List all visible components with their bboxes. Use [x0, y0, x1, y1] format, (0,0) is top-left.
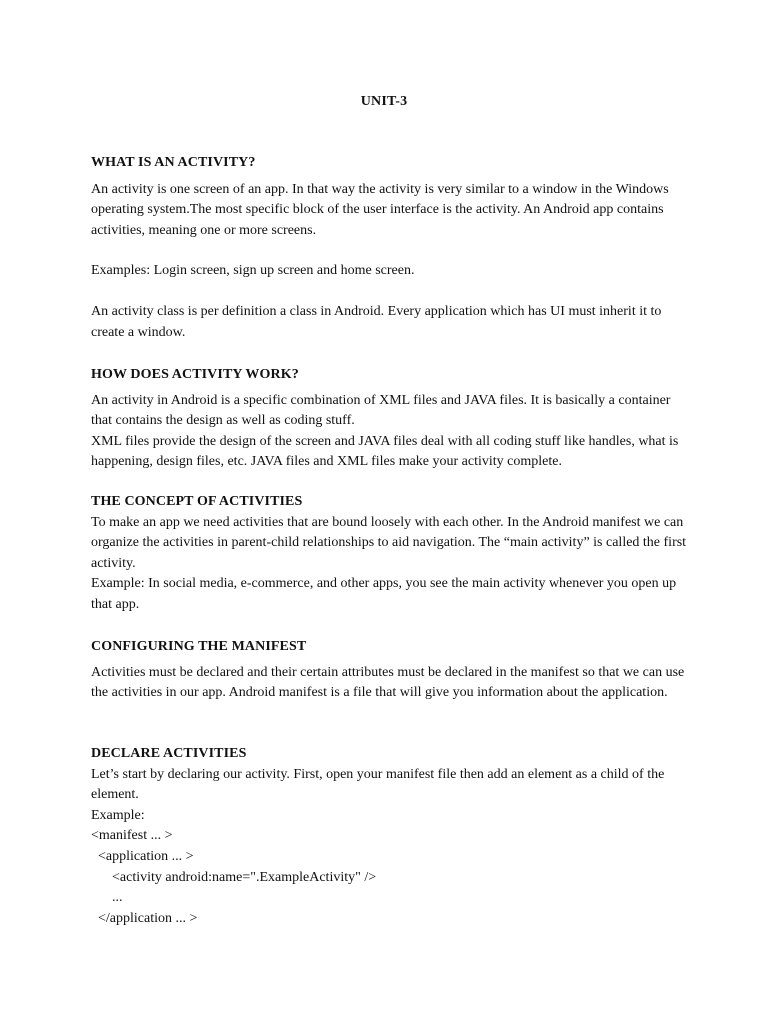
- code-line: <manifest ... >: [91, 828, 173, 844]
- paragraph: Example: In social media, e-commerce, and other apps, you see the main activity whenever you open up that app.: [91, 576, 677, 612]
- section-heading: WHAT IS AN ACTIVITY?: [91, 155, 256, 170]
- section-heading: HOW DOES ACTIVITY WORK?: [91, 367, 299, 382]
- code-line: <activity android:name=".ExampleActivity" />: [91, 869, 377, 885]
- section-concept-of-activities: [91, 492, 691, 616]
- code-line: ...: [91, 890, 123, 906]
- paragraph: An activity class is per definition a class in Android. Every application which has UI must inherit it to create a window.: [91, 303, 662, 340]
- section-heading: CONFIGURING THE MANIFEST: [91, 639, 307, 654]
- paragraph: Let’s start by declaring our activity. First, open your manifest file then add an element as a child of the element.: [91, 766, 665, 803]
- section-declare-activities: [91, 744, 691, 929]
- paragraph: Examples: Login screen, sign up screen and home screen.: [91, 263, 415, 279]
- code-line: </application ... >: [91, 910, 198, 926]
- paragraph: An activity in Android is a specific combination of XML files and JAVA files. It is basically a container that contains the design as well as coding stuff.: [91, 392, 671, 429]
- paragraph: XML files provide the design of the screen and JAVA files deal with all coding stuff like handles, what is happening, design files, etc. JAVA files and XML files make your activity complete.: [91, 433, 679, 470]
- example-label: Example:: [91, 807, 145, 823]
- section-configuring-manifest: [91, 637, 691, 704]
- section-heading: THE CONCEPT OF ACTIVITIES: [91, 494, 303, 509]
- paragraph: To make an app we need activities that are bound loosely with each other. In the Android manifest we can organize the activities in parent-child relationships to aid navigation. The “main activity” is called the first activity.: [91, 514, 687, 571]
- section-what-is-activity: [91, 153, 691, 343]
- section-heading: DECLARE ACTIVITIES: [91, 746, 247, 761]
- paragraph: Activities must be declared and their certain attributes must be declared in the manifest so that we can use the activities in our app. Android manifest is a file that will give you information about the application.: [91, 664, 685, 701]
- document-title: UNIT-3: [360, 94, 408, 109]
- code-line: <application ... >: [91, 848, 194, 864]
- paragraph: An activity is one screen of an app. In that way the activity is very similar to a window in the Windows operating system.The most specific block of the user interface is the activity. An Android app contains activities, meaning one or more screens.: [91, 181, 669, 238]
- section-how-activity-works: [91, 365, 691, 473]
